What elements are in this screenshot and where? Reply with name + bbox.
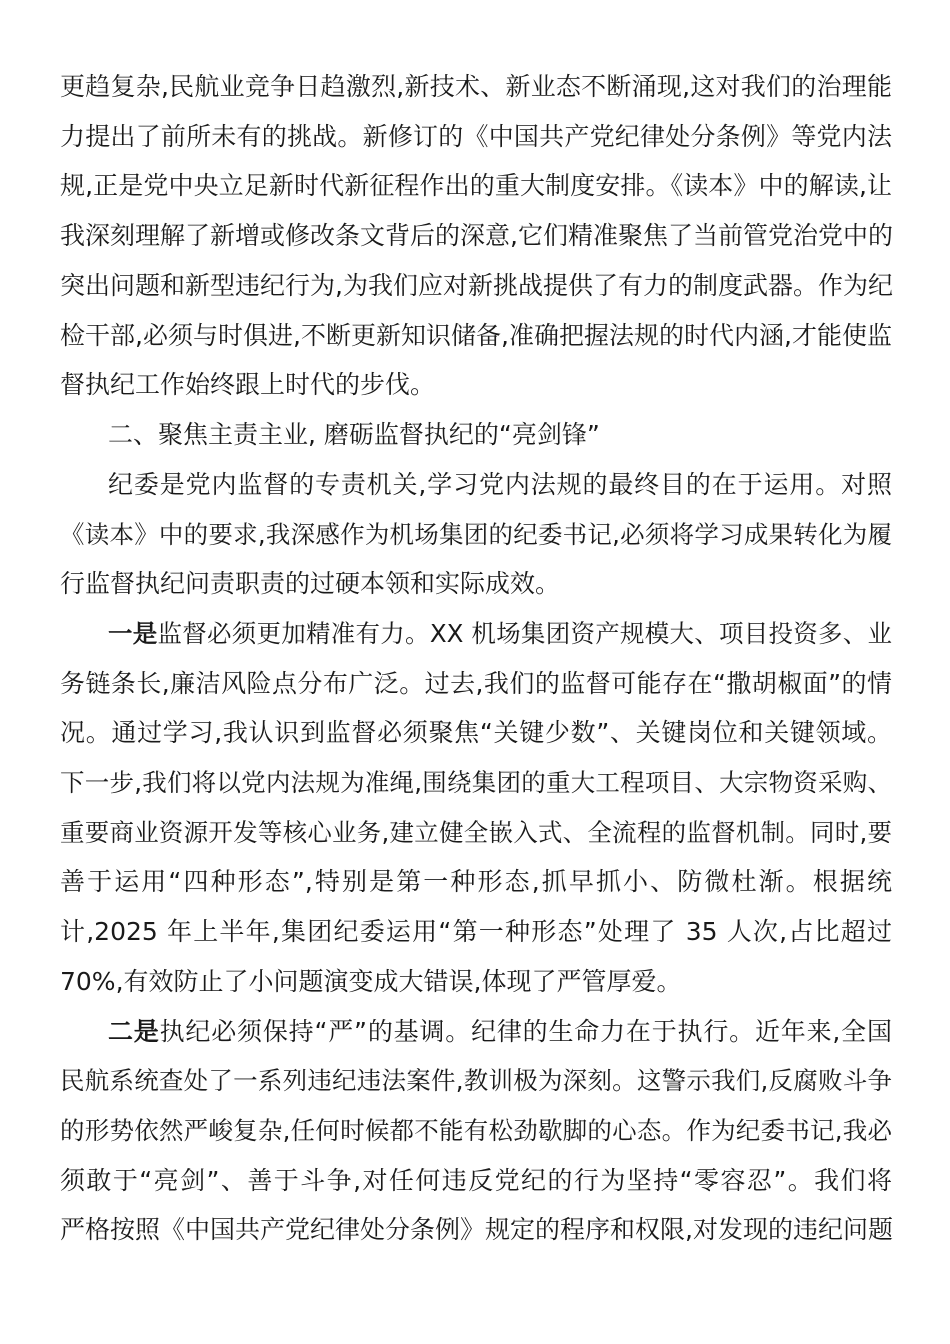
- paragraph-line: 纪委是党内监督的专责机关,学习党内法规的最终目的在于运用。对照: [108, 470, 892, 499]
- paragraph-line: 更趋复杂,民航业竞争日趋激烈,新技术、新业态不断涌现,这对我们的治理能: [60, 72, 892, 101]
- paragraph-line: 况。通过学习,我认识到监督必须聚焦“关键少数”、关键岗位和关键领域。: [60, 718, 892, 747]
- paragraph-line: 力提出了前所未有的挑战。新修订的《中国共产党纪律处分条例》等党内法: [60, 122, 892, 151]
- paragraph-line: 《读本》中的要求,我深感作为机场集团的纪委书记,必须将学习成果转化为履: [60, 520, 892, 549]
- paragraph-line: 行监督执纪问责职责的过硬本领和实际成效。: [60, 569, 561, 598]
- paragraph-line: 70%,有效防止了小问题演变成大错误,体现了严管厚爱。: [60, 967, 682, 996]
- paragraph-line: 重要商业资源开发等核心业务,建立健全嵌入式、全流程的监督机制。同时,要: [60, 818, 892, 847]
- paragraph-line: 严格按照《中国共产党纪律处分条例》规定的程序和权限,对发现的违纪问题: [60, 1215, 893, 1244]
- paragraph-line: [108, 1012, 892, 1052]
- paragraph-line: 务链条长,廉洁风险点分布广泛。过去,我们的监督可能存在“撒胡椒面”的情: [60, 669, 892, 698]
- lead-text: 执纪必须保持“严”的基调。纪律的生命力在于执行。近年来,全国: [159, 1017, 892, 1046]
- paragraph-line: 我深刻理解了新增或修改条文背后的深意,它们精准聚焦了当前管党治党中的: [60, 221, 893, 250]
- section-heading: 二、聚焦主责主业, 磨砺监督执纪的“亮剑锋”: [108, 420, 600, 449]
- paragraph-line: 规,正是党中央立足新时代新征程作出的重大制度安排。《读本》中的解读,让: [60, 171, 892, 200]
- lead-label: 二是: [108, 1017, 160, 1046]
- paragraph-line: 计,2025 年上半年,集团纪委运用“第一种形态”处理了 35 人次,占比超过: [60, 917, 892, 946]
- paragraph-line: 民航系统查处了一系列违纪违法案件,教训极为深刻。这警示我们,反腐败斗争: [60, 1066, 892, 1095]
- lead-text: 监督必须更加精准有力。XX 机场集团资产规模大、项目投资多、业: [157, 619, 892, 648]
- paragraph-line: 督执纪工作始终跟上时代的步伐。: [60, 370, 436, 399]
- paragraph-line: 的形势依然严峻复杂,任何时候都不能有松劲歇脚的心态。作为纪委书记,我必: [60, 1116, 892, 1145]
- paragraph-line: [108, 614, 892, 654]
- lead-label: 一是: [108, 619, 158, 648]
- paragraph-line: 下一步,我们将以党内法规为准绳,围绕集团的重大工程项目、大宗物资采购、: [60, 768, 892, 797]
- paragraph-line: 善于运用“四种形态”,特别是第一种形态,抓早抓小、防微杜渐。根据统: [60, 867, 892, 896]
- paragraph-line: 须敢于“亮剑”、善于斗争,对任何违反党纪的行为坚持“零容忍”。我们将: [60, 1166, 892, 1195]
- paragraph-line: 检干部,必须与时俱进,不断更新知识储备,准确把握法规的时代内涵,才能使监: [60, 321, 892, 350]
- paragraph-line: 突出问题和新型违纪行为,为我们应对新挑战提供了有力的制度武器。作为纪: [60, 271, 893, 300]
